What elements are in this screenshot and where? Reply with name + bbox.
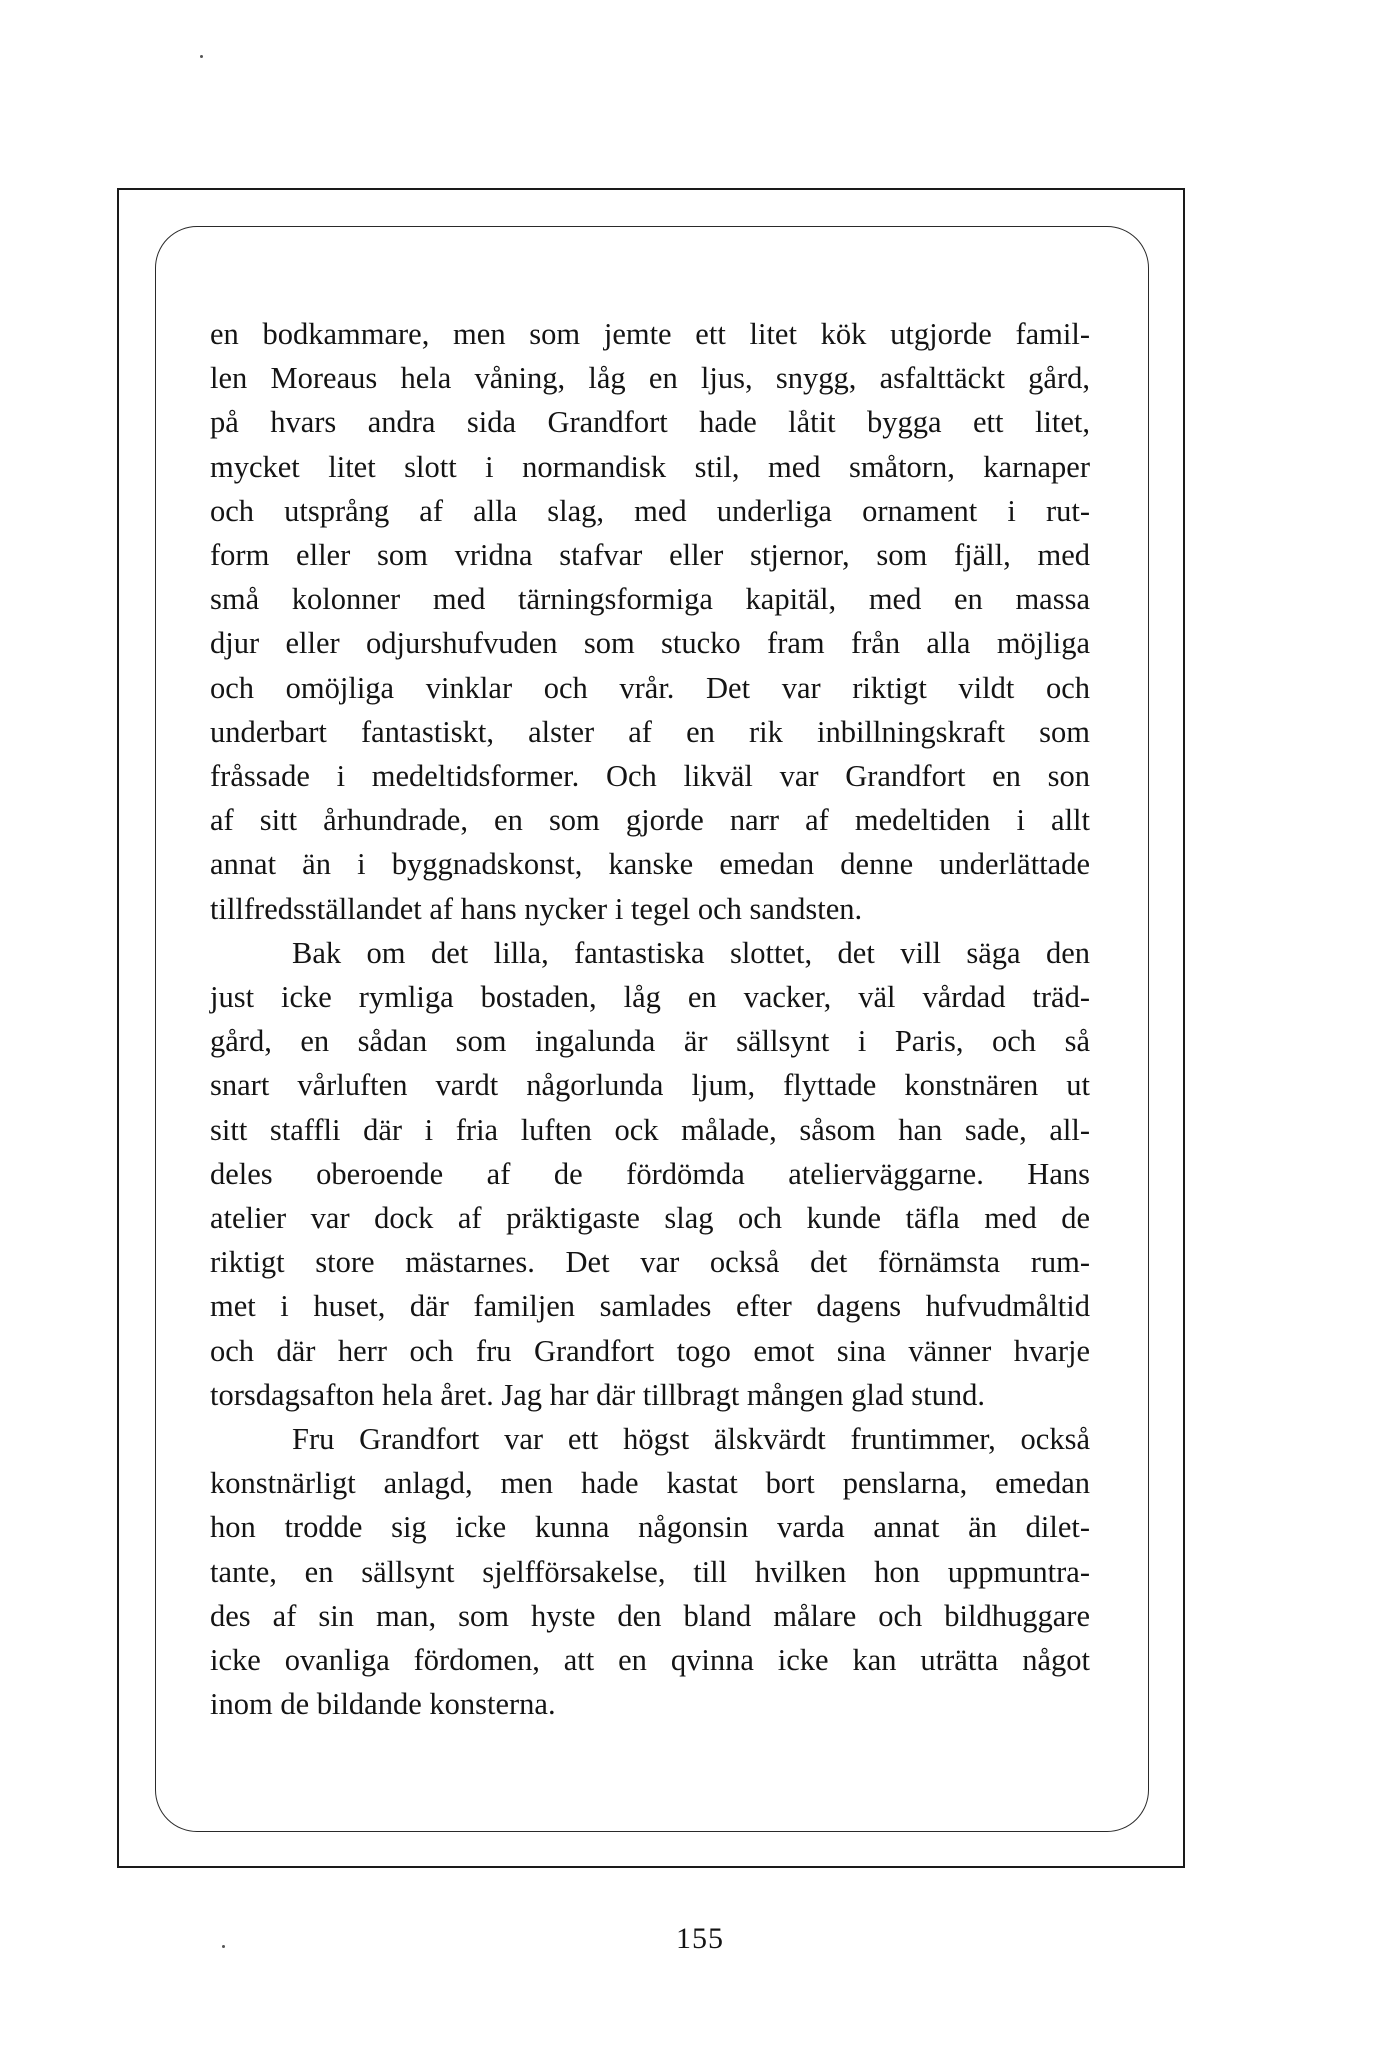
text-line: underbart fantastiskt, alster af en rik inbillningskraft som <box>210 714 1090 749</box>
text-line: gård, en sådan som ingalunda är sällsynt i Paris, och så <box>210 1024 1090 1059</box>
text-line: af sitt århundrade, en som gjorde narr af medeltiden i allt <box>210 803 1090 838</box>
paragraph-3 <box>210 1417 1090 1726</box>
text-line: på hvars andra sida Grandfort hade låtit bygga ett litet, <box>210 405 1090 440</box>
paragraph-2 <box>210 931 1090 1417</box>
text-line: djur eller odjurshufvuden som stucko fram från alla möjliga <box>210 626 1090 661</box>
text-line: små kolonner med tärningsformiga kapitäl, med en massa <box>210 582 1090 617</box>
text-line: och omöjliga vinklar och vrår. Det var riktigt vildt och <box>210 670 1090 705</box>
text-line: riktigt store mästarnes. Det var också det förnämsta rum- <box>210 1245 1090 1280</box>
text-line: form eller som vridna stafvar eller stjernor, som fjäll, med <box>210 538 1090 573</box>
text-line: en bodkammare, men som jemte ett litet kök utgjorde famil- <box>210 317 1090 351</box>
text-line: Bak om det lilla, fantastiska slottet, det vill säga den <box>292 935 1090 970</box>
page-number: 155 <box>676 1922 724 1955</box>
text-line: fråssade i medeltidsformer. Och likväl var Grandfort en son <box>210 759 1090 794</box>
text-line: snart vårluften vardt någorlunda ljum, flyttade konstnären ut <box>210 1068 1090 1103</box>
text-line: hon trodde sig icke kunna någonsin varda annat än dilet- <box>210 1510 1090 1545</box>
text-line: icke ovanliga fördomen, att en qvinna icke kan uträtta något <box>210 1643 1090 1678</box>
text-line: tillfredsställandet af hans nycker i tegel och sandsten. <box>210 891 863 926</box>
text-line: tante, en sällsynt sjelfförsakelse, till hvilken hon uppmuntra- <box>210 1554 1090 1589</box>
text-line: inom de bildande konsterna. <box>210 1687 556 1722</box>
text-line: torsdagsafton hela året. Jag har där tillbragt mången glad stund. <box>210 1377 985 1412</box>
text-line: met i huset, där familjen samlades efter dagens hufvudmåltid <box>210 1289 1090 1324</box>
text-line: konstnärligt anlagd, men hade kastat bort penslarna, emedan <box>210 1466 1090 1501</box>
text-line: atelier var dock af präktigaste slag och kunde täfla med de <box>210 1201 1090 1236</box>
print-speck <box>200 55 203 58</box>
text-line: annat än i byggnadskonst, kanske emedan denne underlättade <box>210 847 1090 882</box>
text-line: och där herr och fru Grandfort togo emot sina vänner hvarje <box>210 1333 1090 1368</box>
text-line: Fru Grandfort var ett högst älskvärdt fruntimmer, också <box>292 1422 1090 1457</box>
paragraph-1 <box>210 312 1090 931</box>
text-line: och utsprång af alla slag, med underliga ornament i rut- <box>210 493 1090 528</box>
text-line: len Moreaus hela våning, låg en ljus, snygg, asfalttäckt gård, <box>210 361 1090 396</box>
body-text <box>210 312 1090 1727</box>
text-line: mycket litet slott i normandisk stil, med småtorn, karnaper <box>210 449 1090 484</box>
text-line: sitt staffli där i fria luften ock målade, såsom han sade, all- <box>210 1112 1090 1147</box>
text-line: just icke rymliga bostaden, låg en vacker, väl vårdad träd- <box>210 980 1090 1015</box>
text-line: deles oberoende af de fördömda atelierväggarne. Hans <box>210 1156 1090 1191</box>
text-line: des af sin man, som hyste den bland målare och bildhuggare <box>210 1598 1090 1633</box>
